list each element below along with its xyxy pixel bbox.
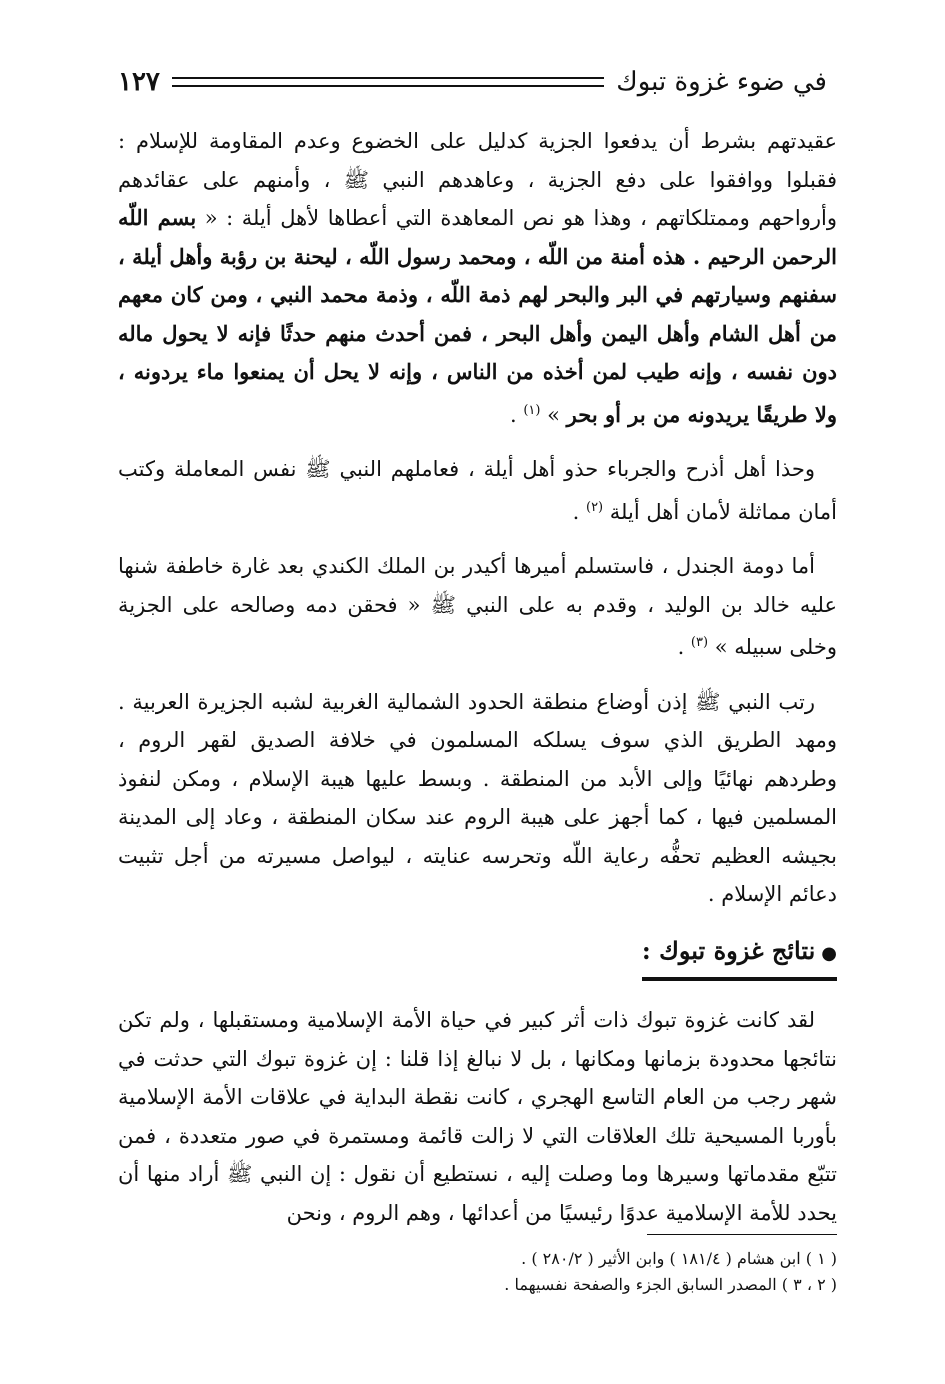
- body-text: [118, 122, 837, 1248]
- paragraph-end: .: [509, 402, 524, 427]
- page-header: [118, 62, 827, 102]
- treaty-intro: عقيدتهم بشرط أن يدفعوا الجزية كدليل على الخضوع وعدم المقاومة للإسلام : فقبلوا ووافقوا على دفع الجزية ، وعاهدهم النبي ﷺ ، وأمنهم على عقائدهم وأرواحهم وممتلكاتهم ، وهذا هو نص المعاهدة التي أعطاها لأهل أيلة : «: [118, 129, 837, 230]
- footnote-ref-1: (١): [523, 402, 541, 418]
- page-number: ١٢٧: [118, 67, 160, 97]
- dumat-text: أما دومة الجندل ، فاستسلم أميرها أكيدر بن الملك الكندي بعد غارة خاطفة شنها عليه خالد بن الوليد ، وقدم به على النبي ﷺ « فحقن دمه وصالحه على الجزية وخلى سبيله »: [118, 554, 837, 659]
- paragraph-treaty: [118, 122, 837, 434]
- quote-close: »: [540, 402, 567, 427]
- paragraph-end: .: [677, 635, 691, 659]
- paragraph-summary: رتب النبي ﷺ إذن أوضاع منطقة الحدود الشمالية الغربية لشبه الجزيرة العربية . ومهد الطريق الذي سوف يسلكه المسلمون في خلافة الصديق لقهر الروم ، وطردهم نهائيًا وإلى الأبد من المنطقة . وبسط عليها هيبة الإسلام ، ومكن لنفوذ المسلمين فيها ، كما أجهز على هيبة الروم عند سكان المنطقة ، وعاد إلى المدينة بجيشه العظيم تحفُّه رعاية اللّه وتحرسه عنايته ، ليواصل مسيرته من أجل تثبيت دعائم الإسلام .: [118, 689, 837, 906]
- paragraph-results: لقد كانت غزوة تبوك ذات أثر كبير في حياة الأمة الإسلامية ومستقبلها ، ولم تكن نتائجها محدودة بزمانها ومكانها ، بل لا نبالغ إذا قلنا : إن غزوة تبوك التي حدثت في شهر رجب من العام التاسع الهجري ، كانت نقطة البداية في علاقات الأمة الإسلامية بأوربا المسيحية تلك العلاقات التي لا زالت قائمة ومستمرة في صور متعددة ، فمن تتبّع مقدماتها وسيرها وما وصلت إليه ، نستطيع أن نقول : إن النبي ﷺ أراد منها أن يحدد للأمة الإسلامية عدوًا رئيسيًا من أعدائها ، وهم الروم ، ونحن: [118, 1008, 837, 1225]
- footnote-ref-3: (٣): [690, 635, 709, 650]
- section-heading: [642, 932, 837, 982]
- footnote-2-3: ( ٢ ، ٣ ) المصدر السابق الجزء والصفحة نفسيهما .: [504, 1275, 837, 1294]
- section-heading-text: نتائج غزوة تبوك :: [641, 935, 816, 965]
- paragraph-adhruh: [118, 450, 837, 531]
- bullet-icon: ●: [821, 942, 837, 964]
- footnotes: [118, 1246, 837, 1298]
- footnote-divider: [647, 1234, 837, 1235]
- treaty-quote: بسم اللّه الرحمن الرحيم . هذه أمنة من اللّه ، ومحمد رسول اللّه ، ليحنة بن رؤبة وأهل أيلة ، سفنهم وسيارتهم في البر والبحر لهم ذمة اللّه ، وذمة محمد النبي ، ومن كان معهم من أهل الشام وأهل اليمن وأهل البحر ، فمن أحدث منهم حدثًا فإنه لا يحول ماله دون نفسه ، وإنه طيب لمن أخذه من الناس ، وإنه لا يحل أن يمنعوا ماء يردونه ، ولا طريقًا يريدونه من بر أو بحر: [118, 205, 837, 427]
- footnote-1: ( ١ ) ابن هشام ( ١٨١/٤ ) وابن الأثير ( ٢٨٠/٢ ) .: [521, 1249, 837, 1268]
- running-title: في ضوء غزوة تبوك: [616, 67, 827, 97]
- footnote-ref-2: (٢): [585, 499, 604, 515]
- adhruh-text: وحذا أهل أذرح والجرباء حذو أهل أيلة ، فعاملهم النبي ﷺ نفس المعاملة وكتب أمان مماثلة لأمان أهل أيلة: [118, 457, 837, 524]
- paragraph-dumat: [118, 547, 837, 667]
- paragraph-end: .: [572, 499, 586, 524]
- header-double-rule: [172, 77, 604, 87]
